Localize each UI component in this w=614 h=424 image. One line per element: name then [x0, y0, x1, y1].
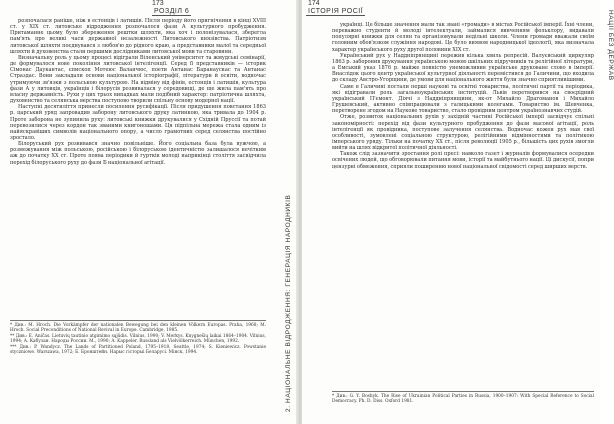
paragraph: Наступні десятиліття принесли посилення русифікації. Після придушення повстання 1863 р. царський уряд запровадив заборону литовського друку латинкою, яка тривала до 1904 р. Проте заборона не зупинила руху: литовські книжки друкувалися у Східній Пруссії та потай перевозилися через кордон так званими книгоношами. Ця підпільна мережа стала одним із найяскравіших символів національного опору, а число грамотних серед селянства постійно зростало. — [10, 104, 266, 141]
footnotes — [10, 320, 266, 356]
page-number: 174 — [308, 0, 320, 7]
paragraph: українці. Це бiльше значення мали так звані «громади» в містах Російської імперії. Їхні члени, переважно студенти й молоді інтелектуали, займалися вивченням фольклору, видавали популярні книжки для селян та організовували недільні школи. Члени громади вважали своїм головним обов'язком служіння народові. Це було виявом народницької ідеології, яка визначала характер українського руху другої половини XIX ст. — [332, 22, 594, 53]
main-text — [10, 18, 266, 166]
paragraph: Білоруський рух розвивався значно повільніше. Його соціальна база була вужчою, а розмежування між польською, російською і білоруською ідентичністю залишалося нечітким аж до початку XX ст. Проте поява періодики й гуртків молоді наприкінці століття засвідчила перехід білоруського руху до фази Б національної агітації. — [10, 141, 266, 166]
footnote: *** Див.: P. Wandycz. The Lands of Partitioned Poland, 1795–1918. Seattle, 1974; S. Kieniewicz. Powstanie styczniowe. Warszawa, 1972; Б. Брoнштейн. Нарыс гісторыі Беларусі. Мінск, 1994. — [10, 345, 266, 356]
page-number: 173 — [152, 0, 164, 7]
paragraph: Отже, розвиток національних рухів у західній частині Російської імперії засвідчує спільні закономірності: перехід від фази культурного пробудження до фази масової агітації, роль інтелігенції як провідника, поступове залучення селянства. Водночас кожен рух мав свої особливості, зумовлені соціальною структурою, релігійними відмінностями та політикою імперського уряду. Тільки на початку XX ст., після революції 1905 р., більшість цих рухів змогли вийти на шлях відкритої політичної діяльності. — [332, 114, 594, 152]
footnote: ** Див.: E. Aničas. Lietuvių tautinio atgimimo sąjūdis. Vilnius, 1990; V. Merkys. Knygnešių laikai 1864–1904. Vilnius, 1994; А. Кабузан. Народы России. М., 1990; A. Kappeler. Russland als Vielvölkerreich. München, 1992. — [10, 334, 266, 345]
chapter-tab: РОЗДІЛ 6 — [154, 8, 190, 15]
right-page — [302, 0, 614, 424]
footnote: * Див.: G. Y. Boshyk. The Rise of Ukrainian Political Parties in Russia, 1900–1907: With Special Reference to Social Democracy. Ph. D. Diss. Oxford 1981. — [332, 394, 594, 405]
running-side-title: 2. НАЦІОНАЛЬНЕ ВІДРОДЖЕННЯ: ГЕНЕРАЦІЯ НАРОДНИКІВ — [285, 194, 292, 412]
footnotes — [332, 391, 594, 405]
chapter-tab: ІСТОРІЯ РОСІЇ — [308, 8, 364, 15]
footnote: * Див.: M. Hroch. Die Vorkämpfer der nationalen Bewegung bei den kleinen Völkern Europas. Praha, 1968; M. Hroch. Social Preconditions of National Revival in Europe. Cambridge, 1985. — [10, 323, 266, 334]
paragraph: Визначальну роль у цьому процесі відіграли Віленський університет та жмудські семінарії, де формувалося нове покоління литовської інтелігенції. Серед її представників — історик Сімонас Даукантас, єпископ Мотеюс Валанчюс, поети Антанас Баранаускас та Антанас Страздас. Вони закладали основи національної історіографії, літератури й освіти, водночас утримуючи зв'язки з польською культурою. На відміну від фінів, естонців і латишів, культура фази А у литовців, українців і білорусів розвивалася у середовищі, де ще жила пам'ять про власну державність. Рухи у цих трьох випадках мали подібний характер: патріотична шляхта, духовенство та селянська верства поступово творили спільну основу модерної нації. — [10, 54, 266, 105]
paragraph: Також слід зазначити зростання ролі пресі: навколо газет і журналів формувалися осередки освічених людей, що обговорювали питання мови, історії та майбутнього нації. Ці дискусії, попри цензурні обмеження, сприяли поширенню нової національної свідомості серед ширших верств. — [332, 151, 594, 170]
paragraph: Саме в Галичині постали перші наукові та освітні товариства, політичні партії та періодика, які відігравали роль загальноукраїнських інституцій. Львів перетворився на своєрідний український П'ємонт. Діячі з Наддніпрянщини, як-от Михайло Драгоманов і Михайло Грушевський, активно співпрацювали з галицькими колегами. Товариство ім. Шевченка, перетворене згодом на Наукове товариство, стало провідним центром українознавчих студій. — [332, 83, 594, 115]
paragraph: Український рух у Наддніпрянщині пережив кілька хвиль репресій. Валуєвський циркуляр 1863 р. заборонив друкування українською мовою шкільних підручників та релігійної літератури, а Емський указ 1876 р. майже повністю унеможливив українське друковане слово в імперії. Внаслідок цього центр української культурної діяльності перемістився до Галичини, що входила до складу Австро-Угорщини, де умови для національного життя були значно сприятливішими. — [332, 52, 594, 84]
running-side-title: НАЦІЇ БЕЗ ДЕРЖАВ — [607, 10, 614, 81]
left-page — [0, 0, 298, 424]
main-text — [332, 22, 594, 170]
paragraph: розпочалася раніше, ніж в естонців і латишів. Після періоду його пригнічення в кінці XVIII ст. у XIX ст. литовське відродження розпочалося фази А культурного пробудження. Притаманне цьому було збереження рештки шляхти, яка хоч і полонізувалася, зберегла пам'ять про великі часи державної незалежності Литовського князівства. Патріотизм литовської шляхти поєднувався з любов'ю до рідного краю, а представники малої та середньої шляхти й духовенства стали першими дослідниками литовської мови та старовини. — [10, 18, 266, 55]
